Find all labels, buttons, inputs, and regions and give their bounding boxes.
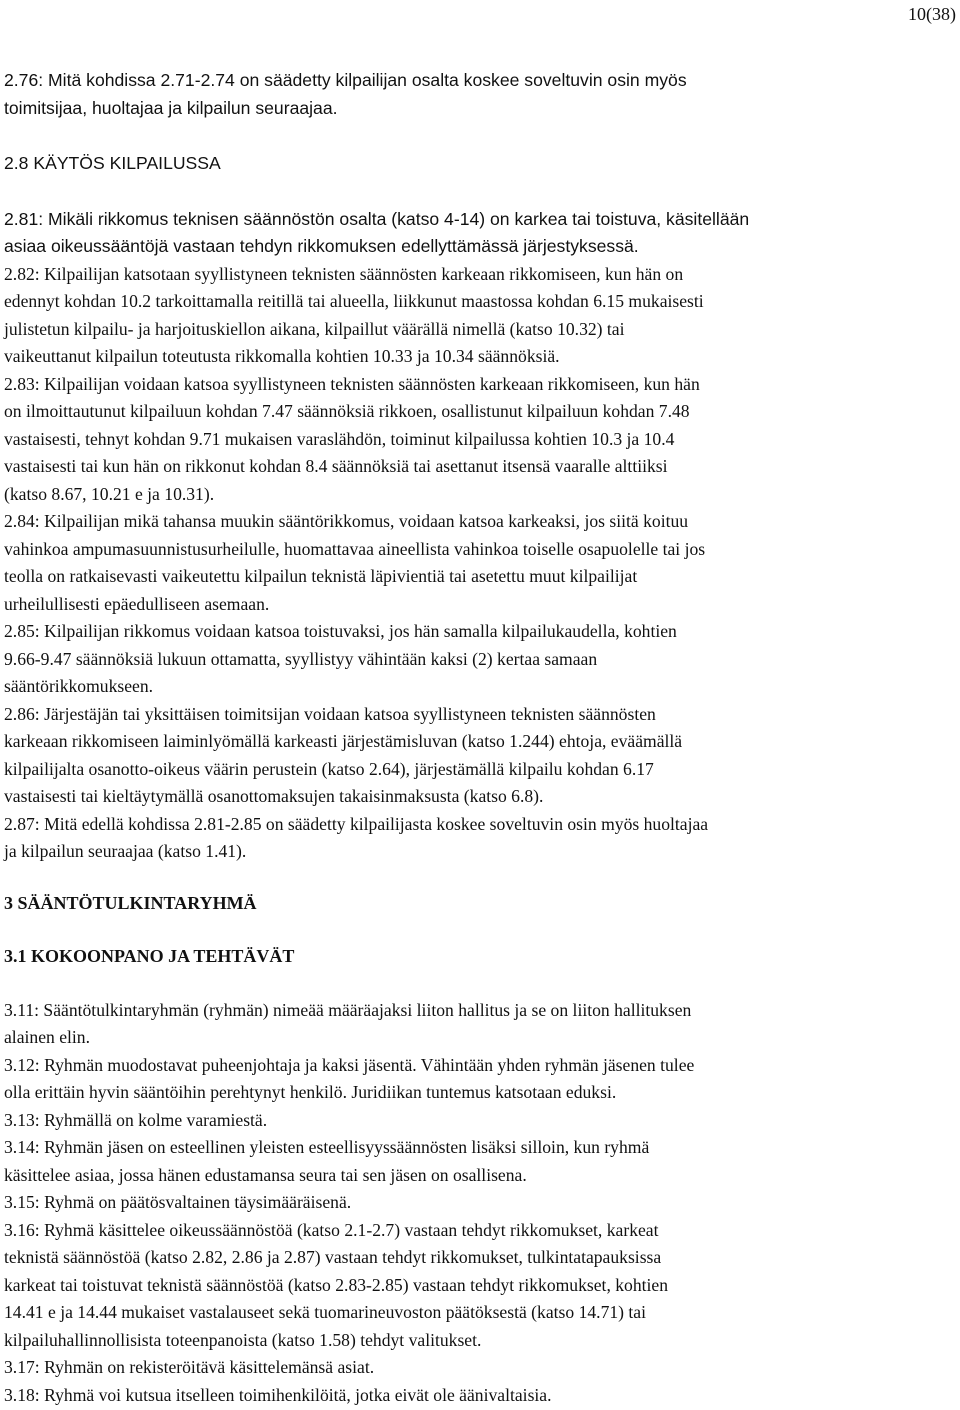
paragraph-3-12: 3.12: Ryhmän muodostavat puheenjohtaja ja kaksi jäsentä. Vähintään yhden ryhmän jäsenen tulee olla erittäin hyvin sääntöihin perehtynyt henkilö. Juridiikan tuntemus katsotaan eduksi. [4, 1054, 695, 1102]
document-body [4, 67, 956, 1409]
paragraph-3-14: 3.14: Ryhmän jäsen on esteellinen yleisten esteellisyyssäännösten lisäksi silloin, kun ryhmä käsittelee asiaa, jossa hänen edustamansa seura tai sen jäsen on osallisena. [4, 1137, 650, 1185]
paragraph-3-18: 3.18: Ryhmä voi kutsua itselleen toimihenkilöitä, jotka eivät ole äänivaltaisia. [4, 1384, 552, 1405]
paragraph-2-86: 2.86: Järjestäjän tai yksittäisen toimitsijan voidaan katsoa syyllistyneen teknisten säännösten karkeaan rikkomiseen laiminlyömällä karkeasti järjestämisluvan (katso 1.244) ehtoja, eväämällä kilpailijalta osanotto-oikeus väärin perustein (katso 2.64), järjestämällä kilpailu kohdan 6.17 vastaisesti tai kieltäytymällä osanottomaksujen takaisinmaksusta (katso 6.8). [4, 703, 683, 806]
paragraph-2-87: 2.87: Mitä edellä kohdissa 2.81-2.85 on säädetty kilpailijasta koskee soveltuvin osin myös huoltajaa ja kilpailun seuraajaa (katso 1.41). [4, 813, 709, 861]
paragraph-2-84: 2.84: Kilpailijan mikä tahansa muukin sääntörikkomus, voidaan katsoa karkeaksi, jos siitä koituu vahinkoa ampumasuunnistusurheilulle, huomattavaa aineellista vahinkoa toiselle osapuolelle tai jos teolla on ratkaisevasti vaikeutettu kilpailun teknistä läpivientiä tai asetettu muut kilpailijat urheilullisesti epäedulliseen asemaan. [4, 511, 706, 614]
paragraph-2-85: 2.85: Kilpailijan rikkomus voidaan katsoa toistuvaksi, jos hän samalla kilpailukaudella, kohtien 9.66-9.47 säännöksiä lukuun ottamatta, syyllistyy vähintään kaksi (2) kertaa samaan sääntörikkomukseen. [4, 621, 677, 696]
paragraph-3-11: 3.11: Sääntötulkintaryhmän (ryhmän) nimeää määräajaksi liiton hallitus ja se on liiton hallituksen alainen elin. [4, 999, 692, 1047]
paragraph-3-17: 3.17: Ryhmän on rekisteröitävä käsittelemänsä asiat. [4, 1357, 375, 1377]
paragraph-2-82: 2.82: Kilpailijan katsotaan syyllistyneen teknisten säännösten karkeaan rikkomiseen, kun hän on edennyt kohdan 10.2 tarkoittamalla reitillä tai alueella, liikkunut maastossa kohdan 6.15 mukaisesti julistetun kilpailu- ja harjoituskiellon aikana, kilpaillut väärällä nimellä (katso 10.32) tai vaikeuttanut kilpailun toteutusta rikkomalla kohtien 10.33 ja 10.34 säännöksiä. [4, 263, 704, 366]
page-number: 10(38) [908, 4, 956, 24]
paragraph-3-16: 3.16: Ryhmä käsittelee oikeussäännöstöä (katso 2.1-2.7) vastaan tehdyt rikkomukset, karkeat teknistä säännöstöä (katso 2.82, 2.86 ja 2.87) vastaan tehdyt rikkomukset, tulkintatapauksissa karkeat tai toistuvat teknistä säännöstöä (katso 2.83-2.85) vastaan tehdyt rikkomukset, kohtien 14.41 e ja 14.44 mukaiset vastalauseet sekä tuomarineuvoston päätöksestä (katso 14.71) tai kilpailuhallinnollisista toteenpanoista (katso 1.58) tehdyt valitukset. [4, 1219, 669, 1350]
paragraph-2-83: 2.83: Kilpailijan voidaan katsoa syyllistyneen teknisten säännösten karkeaan rikkomiseen, kun hän on ilmoittautunut kilpailuun kohdan 7.47 säännöksiä rikkoen, osallistunut kilpailuun kohdan 7.48 vastaisesti, tehnyt kohdan 9.71 mukaisen varaslähdön, toiminut kilpailussa kohtien 10.3 ja 10.4 vastaisesti tai kun hän on rikkonut kohdan 8.4 säännöksiä tai asettanut itsensä vaaralle alttiiksi (katso 8.67, 10.21 e ja 10.31). [4, 373, 700, 504]
paragraph-2-81: 2.81: Mikäli rikkomus teknisen säännöstön osalta (katso 4-14) on karkea tai toistuva, käsitellään asiaa oikeussääntöjä vastaan tehdyn rikkomuksen edellyttämässä järjestyksessä. [4, 208, 750, 256]
section-heading-2-8: 2.8 KÄYTÖS KILPAILUSSA [4, 153, 221, 173]
section-heading-3-1: 3.1 KOKOONPANO JA TEHTÄVÄT [4, 946, 295, 966]
paragraph-3-13: 3.13: Ryhmällä on kolme varamiestä. [4, 1109, 268, 1130]
paragraph-2-76: 2.76: Mitä kohdissa 2.71-2.74 on säädetty kilpailijan osalta koskee soveltuvin osin myös toimitsijaa, huoltajaa ja kilpailun seuraajaa. [4, 70, 687, 118]
paragraph-3-15: 3.15: Ryhmä on päätösvaltainen täysimääräisenä. [4, 1192, 352, 1212]
chapter-heading-3: 3 SÄÄNTÖTULKINTARYHMÄ [4, 892, 257, 913]
